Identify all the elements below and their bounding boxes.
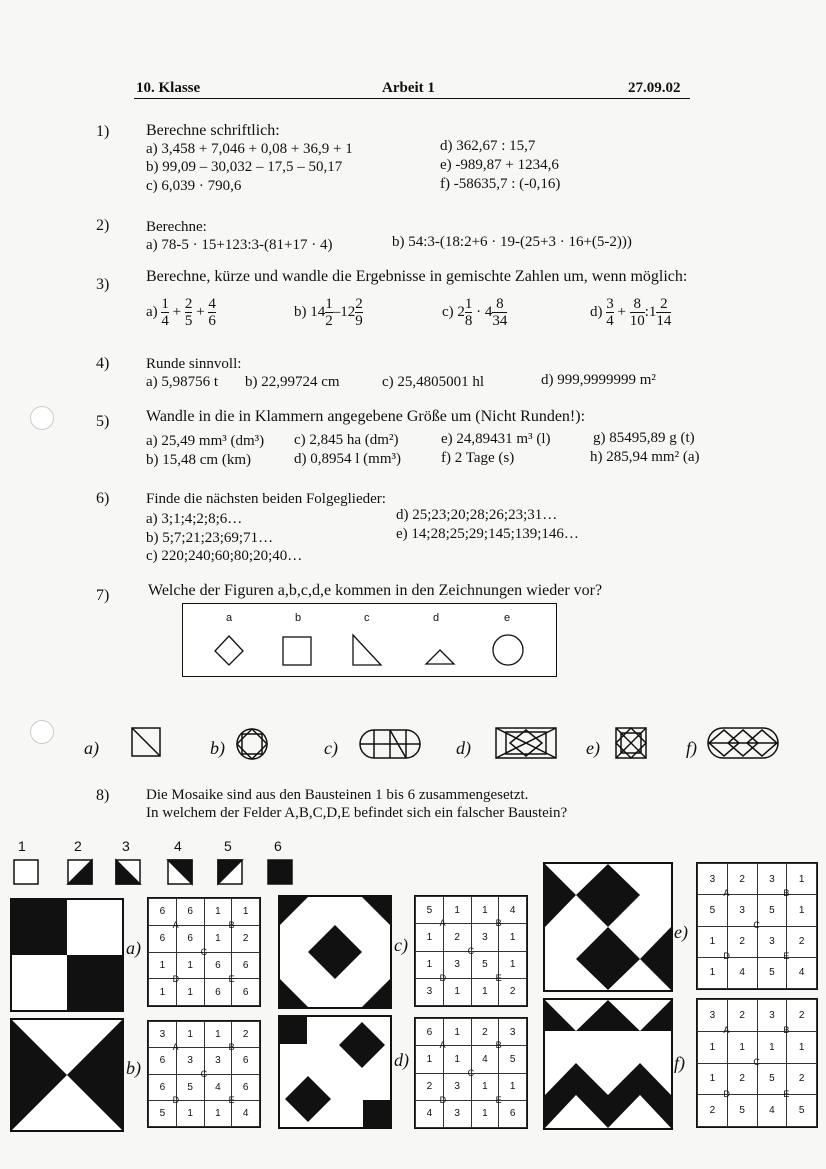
grid-cell: 6 [204,952,232,979]
grid-cell: 1 [204,1022,232,1048]
grid-cell: 1 [698,957,728,988]
q6-b: b) 5;7;21;23;69;71… [146,530,274,546]
q4-a: a) 5,98756 t [146,374,219,390]
drawing-c [360,730,420,758]
grid-label-a: a) [126,938,141,958]
grid-label-e: e) [674,922,688,942]
grid-cell: 2 [416,1073,444,1100]
grid-b [147,1020,261,1128]
drawing-label-d: d) [456,738,471,758]
q6-a: a) 3;1;4;2;8;6… [146,511,243,527]
reference-shapes [183,604,556,676]
q5-b: b) 15,48 cm (km) [146,452,251,468]
tile-1 [14,860,38,884]
diamond-shape [215,636,243,665]
drawing-label-b: b) [210,738,225,758]
q7-drawings [76,718,796,770]
grid-cell: 1 [176,952,204,979]
grid-row [149,1022,260,1048]
shape-label-b: b [295,612,302,624]
grid-cell: 2 [698,1095,728,1127]
grid-marker-e: E [495,1095,502,1105]
grid-cell: 1 [443,1046,471,1073]
q1-title: Berechne schriftlich: [146,122,280,139]
grid-cell: 3 [443,1073,471,1100]
grid-cell: 2 [787,1063,817,1095]
grid-cell: 1 [416,951,444,978]
grid-cell: 4 [471,1046,499,1073]
q6-d: d) 25;23;20;28;26;23;31… [396,507,558,523]
grid-cell: 1 [499,951,527,978]
grid-cell: 1 [727,1031,757,1063]
grid-marker-a: A [439,918,446,928]
header-grade: 10. Klasse [136,80,201,96]
grid-label-b: b) [126,1058,141,1078]
grid-cell: 2 [232,1022,260,1048]
q7-title: Welche der Figuren a,b,c,d,e kommen in den Zeichnungen wieder vor? [148,582,603,599]
q5-f: f) 2 Tage (s) [441,450,515,466]
shape-label-a: a [226,612,233,624]
grid-row [698,926,817,957]
grid-cell: 1 [471,978,499,1005]
shape-label-d: d [433,612,440,624]
q3-title: Berechne, kürze und wandle die Ergebnisse in gemischte Zahlen um, wenn möglich: [146,268,688,285]
q1-e: e) -989,87 + 1234,6 [440,157,559,173]
grid-cell: 1 [443,897,471,924]
grid-cell: 1 [698,926,728,957]
q5-number: 5) [96,413,110,430]
grid-cell: 1 [787,895,817,926]
grid-cell: 5 [787,1095,817,1127]
grid-row [416,978,527,1005]
grid-cell: 1 [757,1031,787,1063]
grid-cell: 6 [499,1100,527,1127]
grid-cell: 1 [443,1019,471,1046]
q4-title: Runde sinnvoll: [146,356,242,372]
grid-marker-d: D [172,1095,180,1106]
grid-cell: 3 [698,1000,728,1032]
grid-cell: 2 [727,864,757,895]
grid-marker-b: B [783,1024,790,1035]
q1-d: d) 362,67 : 15,7 [440,138,536,154]
grid-marker-d: D [723,951,730,962]
mosaic-b [10,1018,124,1132]
grid-cell: 3 [176,1048,204,1074]
q6-number: 6) [96,490,110,507]
grid-marker-c: C [200,1068,208,1079]
shape-label-e: e [504,612,511,624]
grid-cell: 2 [443,924,471,951]
grid-marker-c: C [753,919,760,930]
grid-cell: 1 [149,952,177,979]
grid-cell: 1 [204,1100,232,1126]
grid-cell: 1 [499,924,527,951]
grid-cell: 4 [499,897,527,924]
grid-cell: 6 [232,1048,260,1074]
grid-row [698,1063,817,1095]
mosaic-f [543,998,673,1130]
tile-label-3: 3 [122,838,130,854]
tile-6 [268,860,292,884]
shape-label-c: c [364,612,370,624]
grid-cell: 3 [499,1019,527,1046]
grid-marker-a: A [723,888,730,899]
grid-marker-e: E [228,973,235,984]
grid-cell: 1 [176,979,204,1006]
q5-a: a) 25,49 mm³ (dm³) [146,433,265,449]
mosaic-e [543,862,673,992]
header-title: Arbeit 1 [382,80,435,96]
q6-c: c) 220;240;60;80;20;40… [146,548,303,564]
grid-cell: 2 [727,1000,757,1032]
grid-cell: 3 [698,864,728,895]
grid-cell: 1 [176,1100,204,1126]
grid-cell: 1 [698,1063,728,1095]
grid-cell: 2 [727,926,757,957]
q5-h: h) 285,94 mm² (a) [590,449,700,465]
grid-cell: 1 [471,1073,499,1100]
grid-cell: 1 [787,1031,817,1063]
grid-a [147,897,261,1007]
q6-e: e) 14;28;25;29;145;139;146… [396,526,579,542]
grid-marker-c: C [467,1067,475,1078]
grid-cell: 5 [757,895,787,926]
grid-cell: 1 [499,1073,527,1100]
grid-marker-b: B [228,1042,235,1053]
drawing-f [708,728,778,758]
grid-cell: 6 [149,1074,177,1100]
grid-label-c: c) [394,935,408,955]
q5-d: d) 0,8954 l (mm³) [294,451,401,467]
q5-title: Wandle in die in Klammern angegebene Größe um (Nicht Runden!): [146,408,586,425]
tile-label-5: 5 [224,838,232,854]
q5-c: c) 2,845 ha (dm²) [294,432,399,448]
grid-cell: 4 [757,1095,787,1127]
grid-cell: 2 [232,925,260,952]
grid-row [416,897,527,924]
grid-marker-a: A [172,1042,179,1053]
drawing-d [496,728,556,758]
grid-cell: 3 [727,895,757,926]
grid-cell: 5 [757,1063,787,1095]
q1-c: c) 6,039 · 790,6 [146,178,242,194]
q1-a: a) 3,458 + 7,046 + 0,08 + 36,9 + 1 [146,141,353,157]
q4-d: d) 999,9999999 m² [541,372,656,388]
grid-cell: 4 [727,957,757,988]
grid-marker-e: E [783,951,790,962]
q3-number: 3) [96,276,110,293]
q1-f: f) -58635,7 : (-0,16) [440,176,561,192]
grid-cell: 2 [727,1063,757,1095]
grid-label-d: d) [394,1050,409,1070]
grid-cell: 1 [471,1100,499,1127]
grid-cell: 5 [757,957,787,988]
grid-cell: 2 [499,978,527,1005]
grid-cell: 3 [471,924,499,951]
grid-cell: 5 [499,1046,527,1073]
grid-cell: 3 [149,1022,177,1048]
drawing-a [132,728,160,756]
grid-cell: 5 [149,1100,177,1126]
grid-cell: 6 [149,1048,177,1074]
q1-number: 1) [96,123,110,140]
grid-cell: 1 [471,897,499,924]
grid-row [698,1000,817,1032]
grid-marker-d: D [723,1088,730,1099]
q8-number: 8) [96,787,110,804]
grid-cell: 1 [443,978,471,1005]
tile-label-6: 6 [274,838,282,854]
drawing-label-a: a) [84,738,99,758]
drawing-e [616,728,646,758]
grid-marker-d: D [172,973,180,984]
q4-number: 4) [96,355,110,372]
q2-number: 2) [96,217,110,234]
grid-e [696,862,818,990]
grid-cell: 4 [416,1100,444,1127]
grid-f [696,998,818,1128]
q1-b: b) 99,09 – 30,032 – 17,5 – 50,17 [146,159,343,175]
grid-cell: 6 [204,979,232,1006]
grid-cell: 3 [204,1048,232,1074]
grid-row [416,1019,527,1046]
punch-hole [30,406,54,430]
grid-marker-b: B [495,918,502,928]
square-shape [283,637,311,665]
grid-marker-a: A [172,919,179,930]
grid-cell: 3 [757,864,787,895]
grid-row [698,1095,817,1127]
grid-marker-d: D [439,1095,447,1105]
grid-marker-c: C [200,946,208,957]
shape-box [182,603,557,677]
q3-b: b) 14 $\frac{1}{2}$ –12 $\frac{2}{9}$ [294,296,363,329]
grid-cell: 5 [698,895,728,926]
grid-cell: 2 [787,1000,817,1032]
grid-cell: 1 [787,864,817,895]
q6-title: Finde die nächsten beiden Folgeglieder: [146,491,386,507]
grid-marker-a: A [439,1040,446,1050]
q5-g: g) 85495,89 g (t) [593,430,695,446]
grid-row [698,864,817,895]
grid-cell: 1 [232,899,260,926]
grid-cell: 2 [471,1019,499,1046]
grid-row [149,1100,260,1126]
grid-cell: 1 [176,1022,204,1048]
grid-marker-c: C [753,1056,760,1067]
grid-cell: 4 [232,1100,260,1126]
q7-number: 7) [96,587,110,604]
grid-cell: 3 [443,951,471,978]
grid-cell: 6 [176,899,204,926]
grid-cell: 4 [204,1074,232,1100]
grid-marker-d: D [439,973,447,983]
tile-label-1: 1 [18,838,26,854]
right-triangle-shape [353,635,381,665]
grid-cell: 6 [149,899,177,926]
grid-cell: 3 [757,1000,787,1032]
q8-line2: In welchem der Felder A,B,C,D,E befindet sich ein falscher Baustein? [146,805,568,821]
q2-title: Berechne: [146,219,207,235]
grid-cell: 4 [787,957,817,988]
grid-cell: 6 [416,1019,444,1046]
grid-cell: 5 [416,897,444,924]
q8-line1: Die Mosaike sind aus den Bausteinen 1 bis 6 zusammengesetzt. [146,787,529,803]
grid-cell: 5 [176,1074,204,1100]
punch-hole [30,720,54,744]
circle-shape [493,635,523,665]
grid-marker-b: B [228,919,235,930]
grid-cell: 5 [727,1095,757,1127]
tile-label-2: 2 [74,838,82,854]
header-rule [134,98,690,99]
grid-cell: 5 [471,951,499,978]
q4-b: b) 22,99724 cm [245,374,340,390]
grid-d [414,1017,528,1129]
grid-cell: 3 [443,1100,471,1127]
grid-cell: 1 [204,925,232,952]
q4-c: c) 25,4805001 hl [382,374,485,390]
grid-cell: 2 [787,926,817,957]
grid-cell: 3 [416,978,444,1005]
grid-cell: 6 [232,1074,260,1100]
grid-marker-e: E [228,1095,235,1106]
grid-marker-c: C [467,945,475,956]
grid-cell: 6 [232,979,260,1006]
mosaic-a [10,898,124,1012]
grid-marker-e: E [783,1088,790,1099]
drawing-label-e: e) [586,738,600,758]
q3-d: d) $\frac{3}{4}$ + $\frac{8}{10}$ :1 $\frac{2}{14}$ [590,296,672,329]
grid-marker-a: A [723,1024,730,1035]
grid-cell: 6 [176,925,204,952]
q2-b: b) 54:3-(18:2+6 · 19-(25+3 · 16+(5-2))) [392,234,632,250]
drawing-b [237,729,267,759]
grid-row [416,1100,527,1127]
tile-label-4: 4 [174,838,182,854]
mosaic-c [278,895,392,1009]
grid-cell: 6 [232,952,260,979]
grid-label-f: f) [674,1053,685,1073]
grid-marker-e: E [495,973,502,983]
grid-cell: 1 [149,979,177,1006]
header-date: 27.09.02 [628,80,681,96]
grid-row [149,899,260,926]
drawing-label-f: f) [686,738,697,758]
grid-cell: 1 [416,1046,444,1073]
grid-marker-b: B [495,1040,502,1050]
q5-e: e) 24,89431 m³ (l) [441,431,551,447]
grid-marker-b: B [783,888,790,899]
drawing-label-c: c) [324,738,338,758]
grid-row [698,957,817,988]
q2-a: a) 78-5 · 15+123:3-(81+17 · 4) [146,237,333,253]
grid-cell: 1 [416,924,444,951]
grid-cell: 1 [698,1031,728,1063]
grid-c [414,895,528,1007]
grid-cell: 3 [757,926,787,957]
tile-legend [10,835,310,890]
mosaic-d [278,1015,392,1129]
grid-cell: 6 [149,925,177,952]
small-triangle-shape [426,650,454,664]
grid-cell: 1 [204,899,232,926]
grid-row [149,979,260,1006]
q3-a: a) $\frac{1}{4}$ + $\frac{2}{5}$ + $\frac{4}{6}$ [146,296,216,329]
q3-c: c) 2 $\frac{1}{8}$ · 4 $\frac{8}{34}$ [442,296,508,329]
